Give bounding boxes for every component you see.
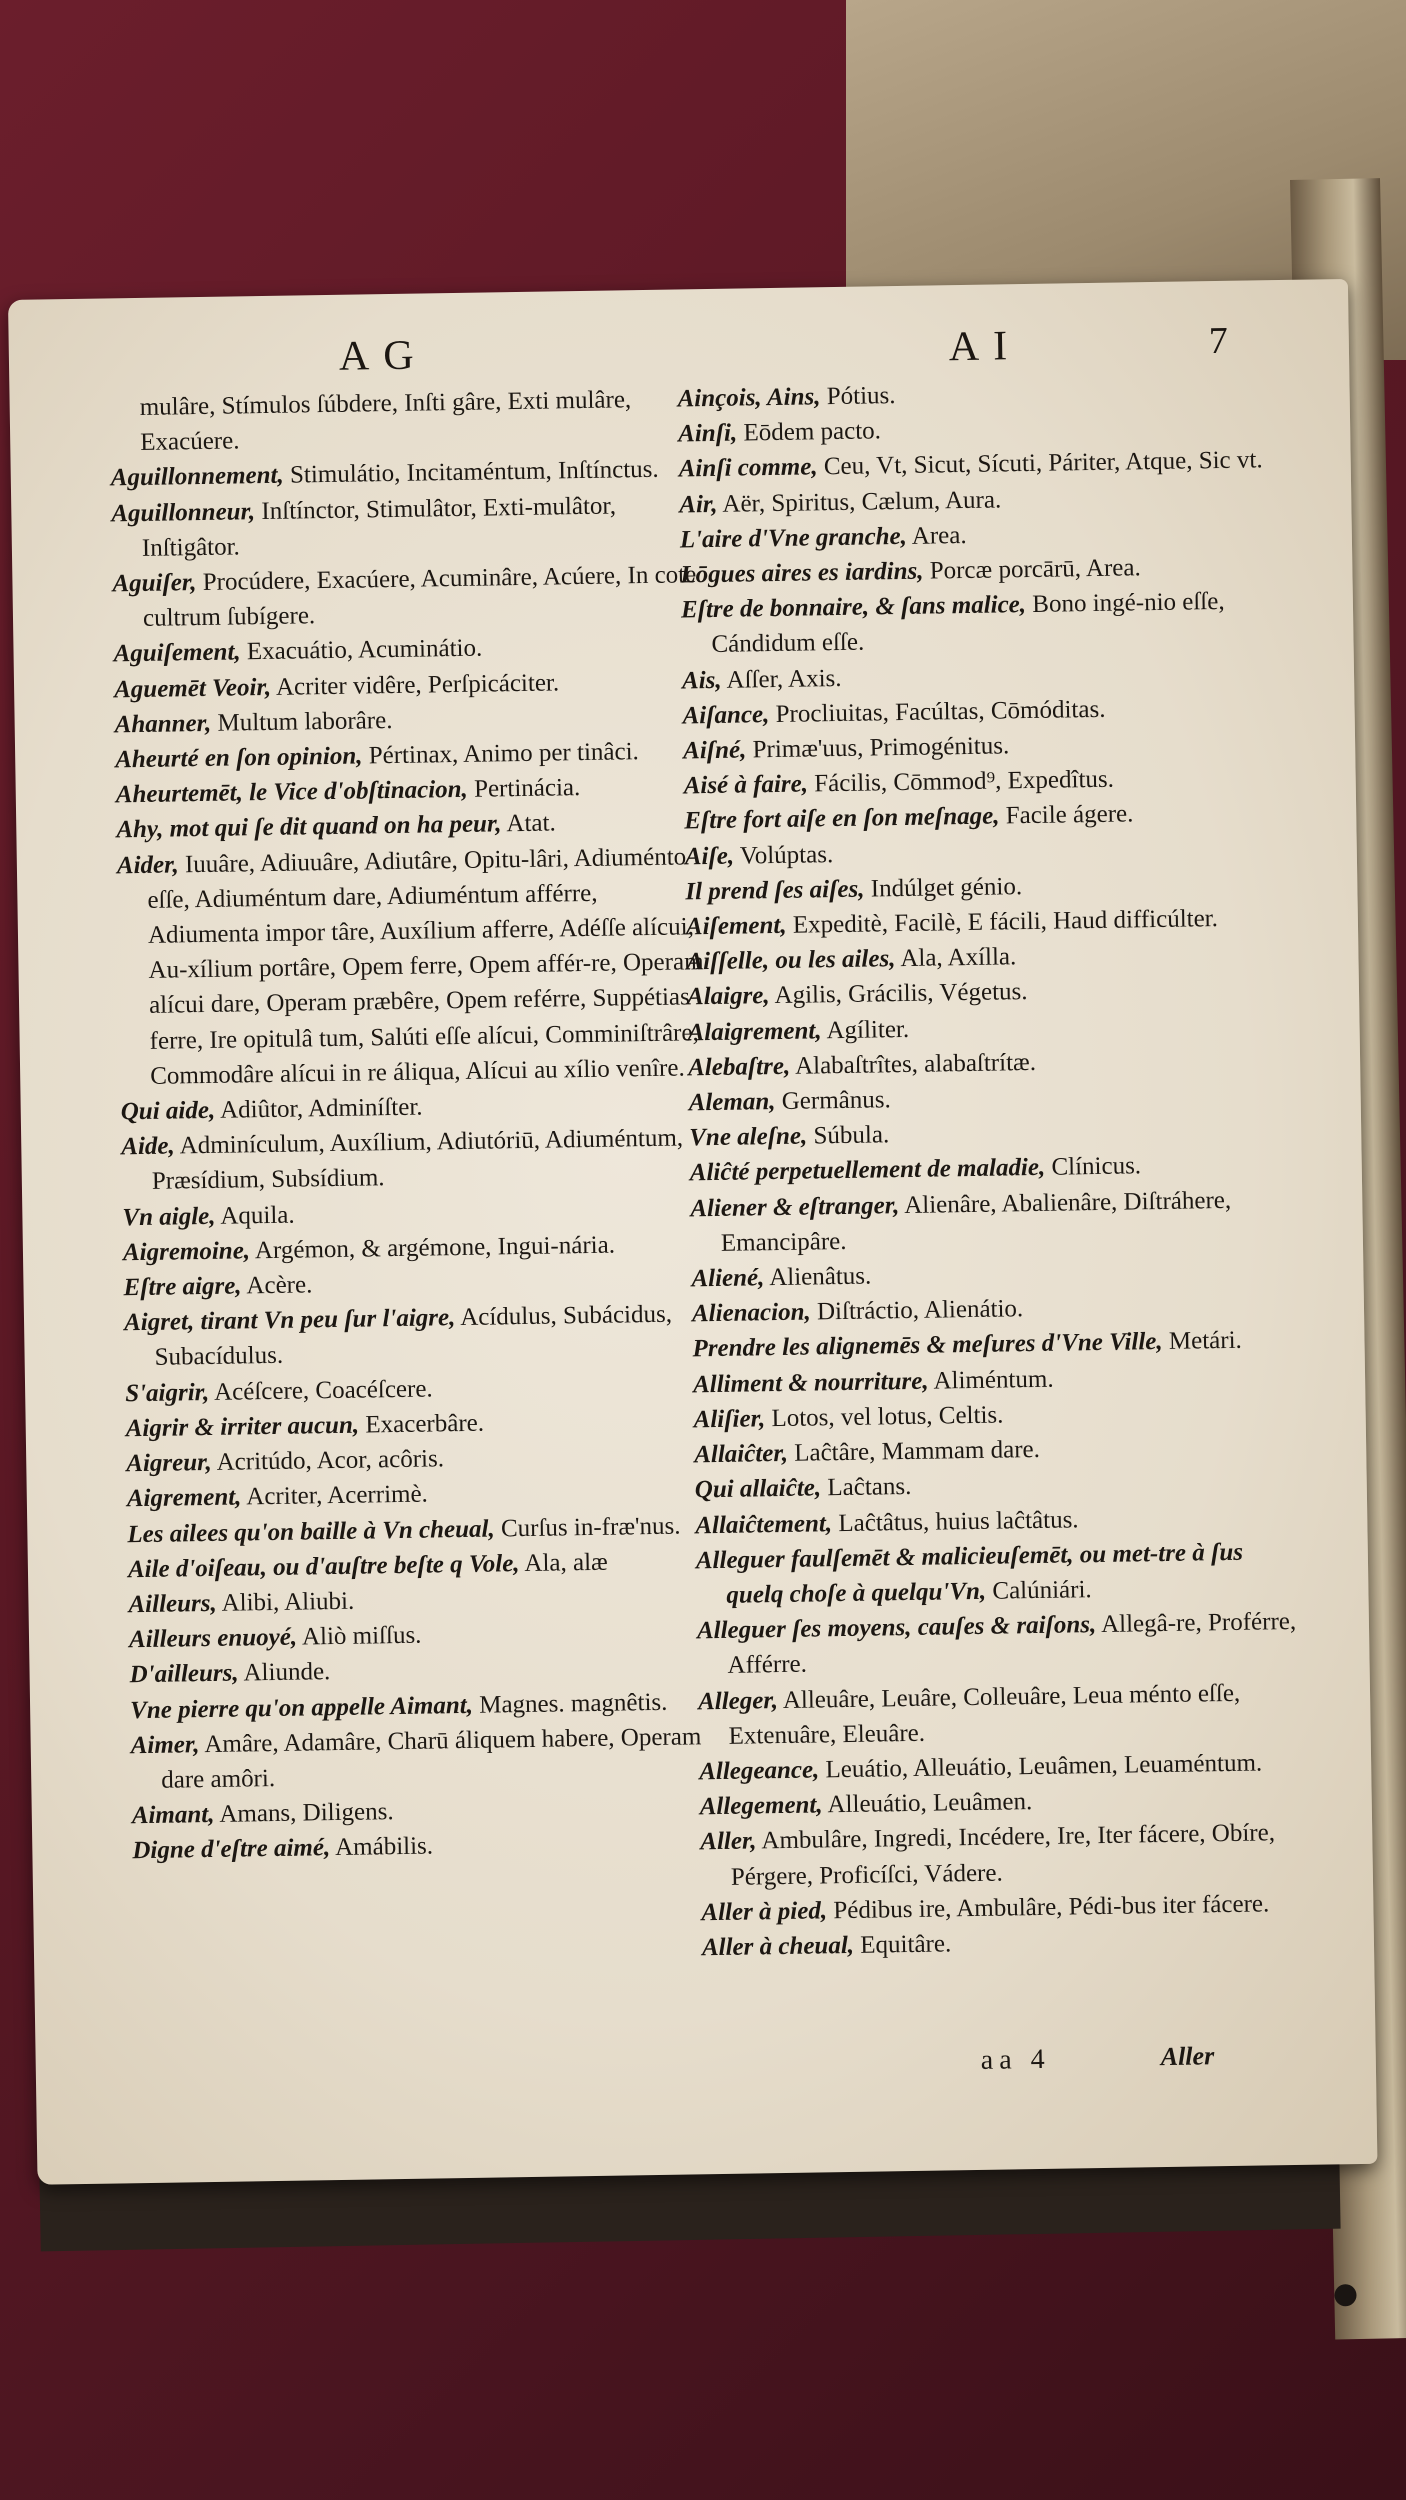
dictionary-entry (124, 1296, 715, 1376)
entry-headword: Allegeance, (698, 1756, 820, 1786)
entry-headword: Alebaſtre, (687, 1052, 791, 1082)
entry-translation: Ala, alæ (519, 1548, 608, 1577)
entry-translation: Alienâre, Abalienâre, Diſtráhere, Emancipâre. (720, 1186, 1232, 1257)
page-number: 7 (1208, 319, 1229, 363)
dictionary-entry (681, 583, 1282, 663)
entry-headword: Ainçois, Ains, (677, 383, 821, 413)
entry-headword: Aguillonnement, (110, 462, 284, 492)
book-page (8, 279, 1377, 2185)
entry-headword: D'ailleurs, (129, 1659, 239, 1689)
entry-translation: Acriter vidêre, Perſpicáciter. (270, 669, 560, 701)
entry-headword: Alaigrement, (687, 1016, 822, 1047)
entry-headword: Vne pierre qu'on appelle Aimant, (129, 1691, 474, 1724)
entry-translation: Facile ágere. (999, 800, 1134, 830)
right-column (677, 372, 1302, 1965)
entry-headword: Aliĉté perpetuellement de maladie, (689, 1154, 1046, 1187)
entry-headword: Vn aigle, (122, 1202, 216, 1231)
entry-translation: Pértinax, Animo per tinâci. (362, 738, 640, 770)
entry-translation: Metári. (1162, 1327, 1242, 1356)
entry-translation: Súbula. (807, 1121, 890, 1150)
entry-headword: Digne d'eſtre aimé, (132, 1834, 331, 1865)
entry-translation: Germânus. (775, 1086, 891, 1116)
entry-headword: Aller à pied, (701, 1897, 828, 1927)
entry-headword: Aigret, tirant Vn peu ſur l'aigre, (123, 1304, 456, 1337)
entry-translation: Adminículum, Auxílium, Adiutóriū, Adiuméntum, Præsídium, Subsídium. (151, 1124, 684, 1196)
entry-translation: Procliuitas, Facúltas, Cōmóditas. (769, 695, 1106, 728)
entry-headword: Aliener & eſtranger, (690, 1191, 900, 1223)
entry-translation: Ceu, Vt, Sicut, Sícuti, Páriter, Atque, Sic vt. (817, 446, 1263, 481)
entry-translation: Alleuátio, Leuâmen. (822, 1788, 1033, 1819)
entry-headword: Aigreur, (126, 1449, 212, 1478)
entry-translation: Aliméntum. (928, 1365, 1054, 1395)
entry-headword: Aigrement, (126, 1483, 242, 1513)
entry-headword: S'aigrir, (124, 1378, 210, 1407)
entry-translation: Aliò miſſus. (296, 1621, 422, 1651)
entry-translation: Ala, Axílla. (895, 943, 1017, 973)
entry-headword: Allaiĉter, (694, 1439, 789, 1469)
entry-headword: Aliené, (691, 1264, 765, 1293)
entry-translation: Atat. (501, 809, 556, 838)
entry-headword: L'aire d'Vne granche, (679, 522, 908, 554)
entry-headword: Prendre les alignemēs & meſures d'Vne Ville, (692, 1328, 1163, 1363)
entry-translation: Acídulus, Subácidus, Subacídulus. (154, 1300, 673, 1372)
entry-headword: Aller à cheual, (701, 1931, 855, 1962)
entry-translation: Agíliter. (821, 1015, 910, 1044)
entry-headword: Aide, (121, 1132, 175, 1161)
entry-headword: Aigrir & irriter aucun, (125, 1411, 360, 1443)
entry-translation: Alienâtus. (764, 1262, 872, 1292)
entry-headword: Aile d'oiſeau, ou d'auſtre beſte q Vole, (127, 1549, 520, 1583)
entry-translation: Expeditè, Facilè, E fácili, Haud difficúlter. (786, 905, 1219, 939)
entry-translation: Bono ingé-nio eſſe, Cándidum eſſe. (711, 588, 1225, 659)
entry-translation: Equitâre. (853, 1930, 952, 1959)
signature-mark: aa 4 (980, 2043, 1051, 2076)
dictionary-entry (121, 1120, 712, 1200)
dictionary-entry (109, 381, 700, 461)
entry-translation: Exacerbâre. (358, 1409, 485, 1439)
entry-translation: Aſſer, Axis. (721, 664, 842, 694)
dictionary-entry (698, 1674, 1299, 1754)
entry-translation: Laĉtâre, Mammam dare. (787, 1436, 1041, 1467)
entry-headword: Eſtre de bonnaire, & ſans malice, (680, 591, 1027, 624)
dictionary-entry (111, 487, 702, 567)
entry-headword: Aliſier, (693, 1405, 766, 1434)
entry-translation: Aquila. (215, 1201, 295, 1230)
dictionary-entry (696, 1534, 1297, 1614)
entry-translation: Alleuâre, Leuâre, Colleuâre, Leua ménto eſſe, Extenuâre, Eleuâre. (728, 1679, 1241, 1750)
entry-headword: Ahy, mot qui ſe dit quand on ha peur, (116, 810, 502, 844)
entry-translation: Pótius. (820, 382, 896, 411)
entry-translation: Aër, Spiritus, Cælum, Aura. (717, 486, 1002, 518)
entry-headword: Aller, (700, 1827, 757, 1856)
entry-headword: Ainſi comme, (678, 453, 818, 483)
entry-headword: Aiſement, (685, 911, 787, 941)
entry-headword: Aiſné, (682, 736, 747, 765)
entry-translation: Allegâ-re, Proférre, Afférre. (727, 1608, 1297, 1680)
entry-headword: Aheurté en ſon opinion, (115, 742, 363, 774)
entry-headword: Allaiĉtement, (695, 1509, 833, 1539)
dictionary-entry (130, 1719, 721, 1799)
entry-translation: Clínicus. (1045, 1152, 1142, 1182)
entry-translation: Laĉtans. (820, 1473, 912, 1502)
left-column (109, 381, 722, 1869)
entry-translation: Agilis, Grácilis, Végetus. (769, 978, 1028, 1010)
entry-translation: Amâre, Adamâre, Charū áliquem habere, Operam dare amôri. (161, 1723, 702, 1794)
entry-translation: Amábilis. (330, 1832, 434, 1862)
entry-translation: Adiûtor, Adminíſter. (214, 1093, 423, 1124)
entry-translation: Multum laborâre. (211, 706, 393, 737)
entry-translation: Iuuâre, Adiuuâre, Adiutâre, Opitu-lâri, Adiuménto eſſe, Adiuméntum dare, Adiuméntum afférre, Adiumenta impor târe, Auxílium afferre, Adéſſe alícui, Au-xílium portâre, Opem ferre, Opem affér-re, Operam alícui dare, Operam præbêre, Opem reférre, Suppétias ferre, Ire opitulâ tum, Salúti eſſe alícui, Comminiſtrâre, Commodâre alícui in re áliqua, Alícui au xílio venîre. (147, 843, 704, 1090)
entry-translation: Argémon, & argémone, Ingui-nária. (249, 1231, 616, 1265)
entry-translation: Volúptas. (733, 840, 834, 870)
entry-headword: Aiſſelle, ou les ailes, (686, 945, 896, 976)
entry-headword: Alleguer ſes moyens, cauſes & raiſons, (696, 1611, 1097, 1645)
entry-translation: Acriter, Acerrimè. (241, 1480, 429, 1511)
entry-headword: Qui allaiĉte, (694, 1474, 822, 1504)
entry-translation: Lotos, vel lotus, Celtis. (764, 1401, 1004, 1433)
entry-headword: Les ailees qu'on baille à Vn cheual, (127, 1515, 495, 1548)
entry-headword: Aimant, (131, 1801, 215, 1830)
entry-headword: Ailleurs enuoyé, (128, 1623, 298, 1654)
entry-headword: Il prend ſes aiſes, (685, 875, 865, 906)
entry-headword: Aheurtemēt, le Vice d'obſtinacion, (115, 776, 469, 809)
entry-headword: Alleger, (697, 1686, 779, 1715)
entry-translation: Exacuátio, Acuminátio. (240, 635, 483, 666)
entry-translation: Area. (906, 521, 967, 550)
entry-headword: Aimer, (130, 1730, 200, 1759)
entry-headword: Ais, (681, 666, 722, 695)
dictionary-entry (700, 1815, 1301, 1895)
entry-headword: Aisé à faire, (683, 770, 809, 800)
entry-translation: Fácilis, Cōmmod⁹, Expedîtus. (807, 765, 1115, 798)
entry-translation: Leuátio, Alleuátio, Leuâmen, Leuaméntum. (819, 1749, 1263, 1784)
entry-translation: Indúlget génio. (864, 872, 1023, 903)
dictionary-entry (112, 557, 703, 637)
entry-headword: Alliment & nourriture, (692, 1367, 929, 1399)
dictionary-entry (697, 1604, 1298, 1684)
entry-translation: Curſus in-fræ'nus. (494, 1512, 681, 1543)
catchword: Aller (1160, 2041, 1215, 2072)
entry-headword: Alleguer faulſemēt & malicieuſemēt, ou met-tre à ſus quelq choſe à quelqu'Vn, (695, 1538, 1244, 1609)
running-head-right: AI (948, 323, 1022, 371)
entry-headword: Vne aleſne, (689, 1122, 808, 1152)
dictionary-entry (117, 839, 711, 1095)
entry-headword: Ahanner, (114, 709, 212, 739)
entry-headword: Aiſe, (684, 842, 735, 871)
entry-headword: Eſtre fort aiſe en ſon meſnage, (684, 802, 1000, 835)
entry-headword: Aguiſer, (112, 569, 197, 598)
entry-translation: Primæ'uus, Primogénitus. (746, 732, 1010, 764)
entry-headword: Eſtre aigre, (123, 1272, 242, 1302)
entry-headword: Ainſi, (677, 419, 738, 448)
entry-translation: Amans, Diligens. (214, 1798, 394, 1829)
entry-headword: Alienacion, (691, 1298, 811, 1328)
entry-translation: Stimulátio, Incitaméntum, Inſtínctus. (283, 456, 659, 490)
entry-headword: Aleman, (688, 1088, 776, 1117)
entry-translation: Laĉtâtus, huius laĉtâtus. (831, 1505, 1079, 1537)
entry-translation: Diſtráctio, Alienátio. (810, 1295, 1024, 1326)
entry-headword: Lōgues aires es iardins, (680, 557, 924, 589)
entry-headword: Alaigre, (686, 982, 770, 1011)
entry-headword: Aguiſement, (113, 638, 241, 668)
entry-translation: Alibi, Aliubi. (216, 1587, 355, 1617)
entry-translation: Procúdere, Exacúere, Acuminâre, Acúere, In cote cultrum ſubígere. (142, 561, 697, 633)
entry-translation: Inſtínctor, Stimulâtor, Exti-mulâtor, Inſtigâtor. (141, 492, 617, 562)
entry-translation: Acéſcere, Coacéſcere. (209, 1375, 433, 1406)
entry-headword: Aguemēt Veoir, (113, 673, 272, 704)
entry-headword: Allegement, (699, 1791, 823, 1821)
entry-headword: Ailleurs, (128, 1589, 217, 1619)
entry-translation: Alabaſtrîtes, alabaſtrítæ. (789, 1048, 1037, 1080)
entry-headword: Aguillonneur, (111, 497, 256, 528)
entry-translation: Pertinácia. (467, 774, 581, 804)
entry-translation: Calúniári. (985, 1576, 1092, 1605)
entry-headword: Aider, (116, 851, 179, 879)
entry-translation: mulâre, Stímulos ſúbdere, Inſti gâre, Exti mulâre, Exacúere. (139, 386, 632, 457)
running-head-left: AG (338, 332, 428, 380)
entry-translation: Pédibus ire, Ambulâre, Pédi-bus iter fácere. (826, 1890, 1270, 1925)
entry-translation: Acritúdo, Acor, acôris. (211, 1445, 445, 1477)
entry-translation: Acère. (241, 1271, 313, 1300)
entry-headword: Qui aide, (120, 1096, 216, 1126)
dictionary-entry (690, 1182, 1291, 1262)
entry-translation: Eōdem pacto. (737, 417, 882, 447)
entry-translation: Magnes. magnêtis. (472, 1688, 668, 1719)
entry-translation: Aliunde. (238, 1658, 331, 1687)
entry-translation: Ambulâre, Ingredi, Incédere, Ire, Iter fácere, Obíre, Pérgere, Proficíſci, Vádere. (730, 1819, 1276, 1891)
entry-headword: Aiſance, (682, 700, 770, 730)
entry-headword: Aigremoine, (122, 1237, 251, 1267)
entry-headword: Air, (679, 490, 718, 519)
entry-translation: Porcæ porcārū, Area. (923, 554, 1141, 585)
